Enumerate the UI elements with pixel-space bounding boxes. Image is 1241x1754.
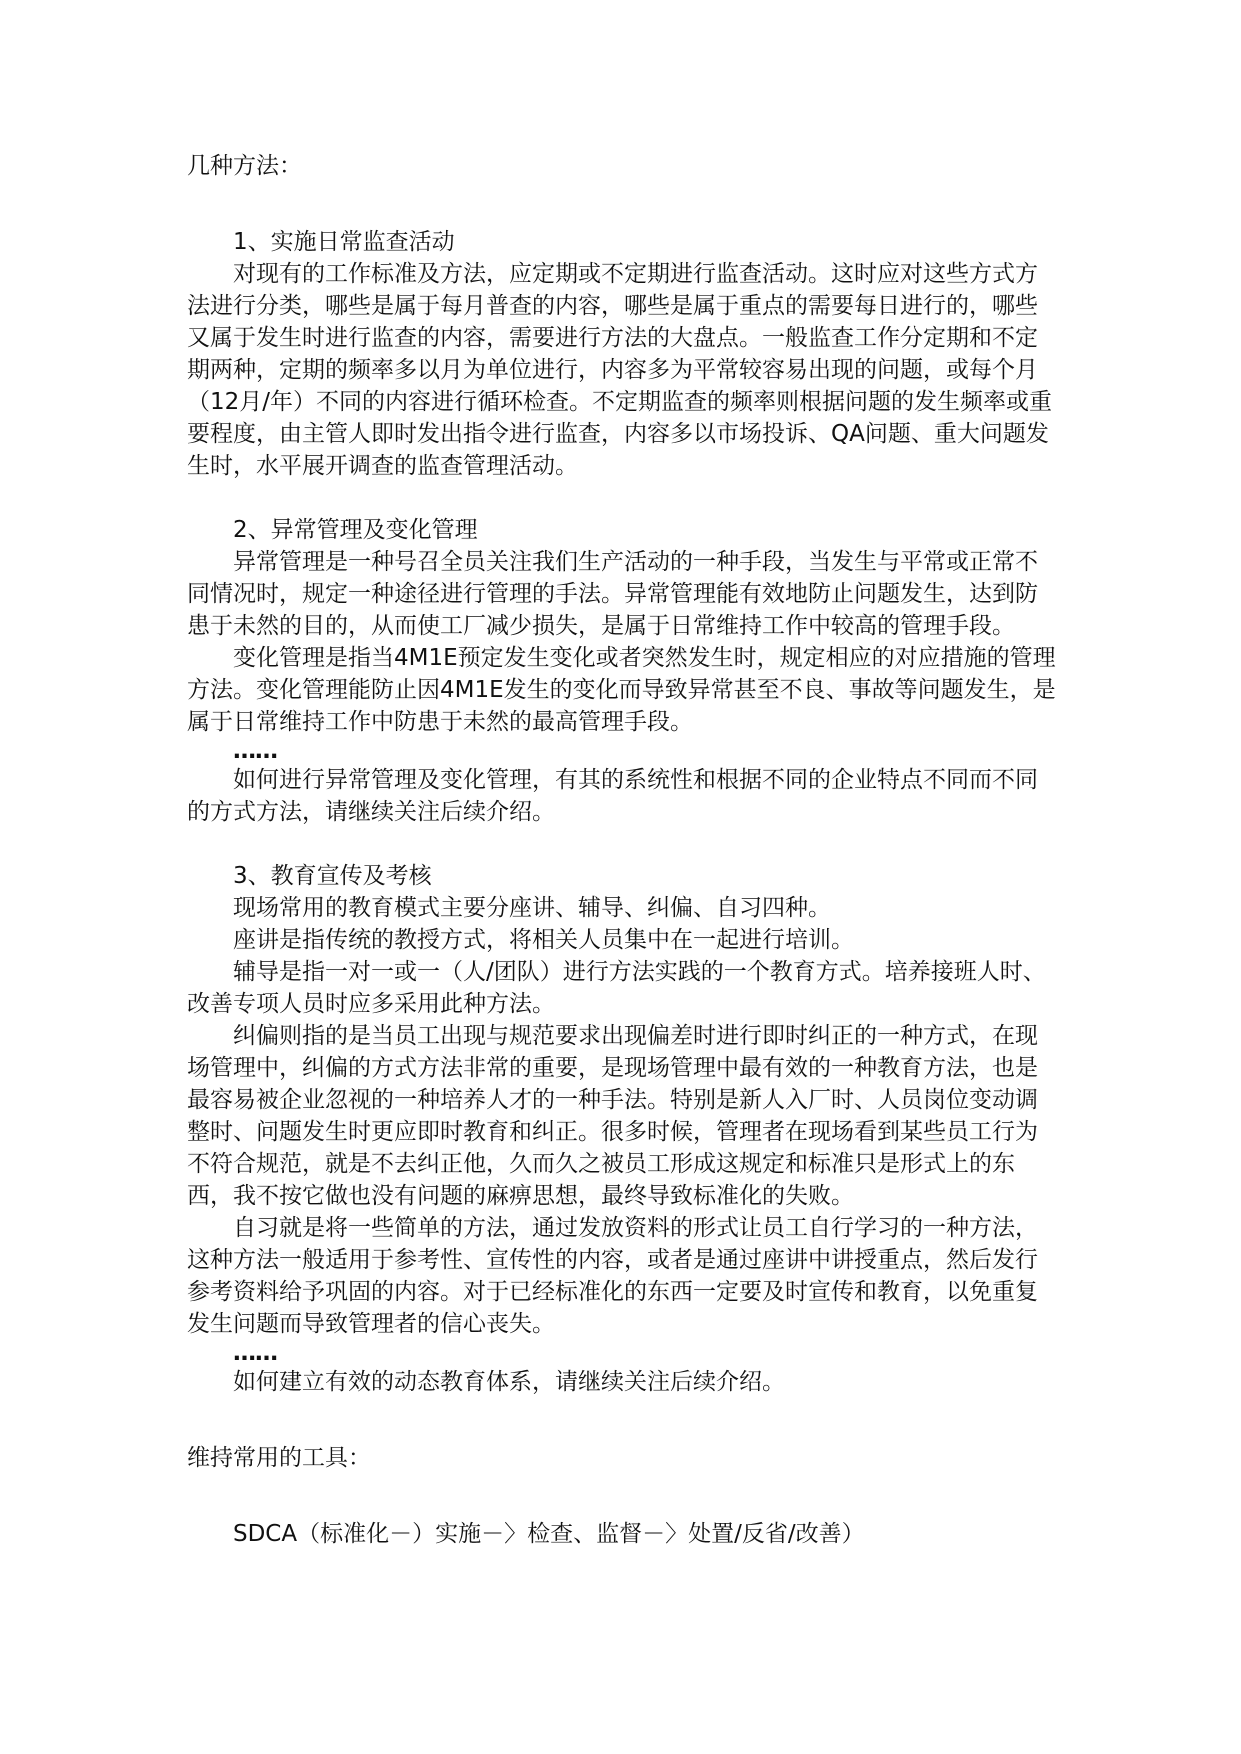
spacer — [187, 1474, 1057, 1518]
section3-ellipsis: …… — [233, 1340, 277, 1366]
section3-paragraph: 座讲是指传统的教授方式，将相关人员集中在一起进行培训。 — [233, 927, 854, 953]
section2-paragraph: 异常管理是一种号召全员关注我们生产活动的一种手段，当发生与平常或正常不同情况时，规定一种途径进行管理的手法。异常管理能有效地防止问题发生，达到防患于未然的目的，从而使工厂减少损失，是属于日常维持工作中较高的管理手段。 — [187, 549, 1038, 639]
section3-closing: 如何建立有效的动态教育体系，请继续关注后续介绍。 — [233, 1369, 785, 1395]
section2-ellipsis: …… — [233, 738, 277, 764]
tools-heading: 维持常用的工具： — [187, 1445, 371, 1471]
section2-closing: 如何进行异常管理及变化管理，有其的系统性和根据不同的企业特点不同而不同的方式方法，请继续关注后续介绍。 — [187, 767, 1038, 825]
section2-paragraph: 变化管理是指当4M1E预定发生变化或者突然发生时，规定相应的对应措施的管理方法。变化管理能防止因4M1E发生的变化而导致异常甚至不良、事故等问题发生，是属于日常维持工作中防患于未然的最高管理手段。 — [187, 645, 1056, 735]
section3-paragraph: 自习就是将一些简单的方法，通过发放资料的形式让员工自行学习的一种方法，这种方法一般适用于参考性、宣传性的内容，或者是通过座讲中讲授重点，然后发行参考资料给予巩固的内容。对于已经标准化的东西一定要及时宣传和教育，以免重复发生问题而导致管理者的信心丧失。 — [187, 1215, 1038, 1337]
section1-paragraph: 对现有的工作标准及方法，应定期或不定期进行监查活动。这时应对这些方式方法进行分类，哪些是属于每月普查的内容，哪些是属于重点的需要每日进行的，哪些又属于发生时进行监查的内容，需要进行方法的大盘点。一般监查工作分定期和不定期两种，定期的频率多以月为单位进行，内容多为平常较容易出现的问题，或每个月（12月/年）不同的内容进行循环检查。不定期监查的频率则根据问题的发生频率或重要程度，由主管人即时发出指令进行监查，内容多以市场投诉、QA问题、重大问题发生时，水平展开调查的监查管理活动。 — [187, 261, 1053, 479]
spacer — [187, 182, 1057, 226]
intro-heading: 几种方法： — [187, 153, 302, 179]
sdca-line: SDCA（标准化－）实施－〉检查、监督－〉处置/反省/改善） — [233, 1521, 865, 1547]
spacer — [187, 482, 1057, 514]
section3-paragraph: 辅导是指一对一或一（人/团队）进行方法实践的一个教育方式。培养接班人时、改善专项人员时应多采用此种方法。 — [187, 959, 1046, 1017]
section3-paragraph: 现场常用的教育模式主要分座讲、辅导、纠偏、自习四种。 — [233, 895, 831, 921]
section1-heading: 1、实施日常监查活动 — [233, 229, 455, 255]
spacer — [187, 1398, 1057, 1442]
section3-paragraph: 纠偏则指的是当员工出现与规范要求出现偏差时进行即时纠正的一种方式，在现场管理中，纠偏的方式方法非常的重要，是现场管理中最有效的一种教育方法，也是最容易被企业忽视的一种培养人才的一种手法。特别是新人入厂时、人员岗位变动调整时、问题发生时更应即时教育和纠正。很多时候，管理者在现场看到某些员工行为不符合规范，就是不去纠正他，久而久之被员工形成这规定和标准只是形式上的东西，我不按它做也没有问题的麻痹思想，最终导致标准化的失败。 — [187, 1023, 1038, 1209]
section2-heading: 2、异常管理及变化管理 — [233, 517, 478, 543]
section3-heading: 3、教育宣传及考核 — [233, 863, 432, 889]
document-page — [187, 150, 1057, 1550]
spacer — [187, 828, 1057, 860]
